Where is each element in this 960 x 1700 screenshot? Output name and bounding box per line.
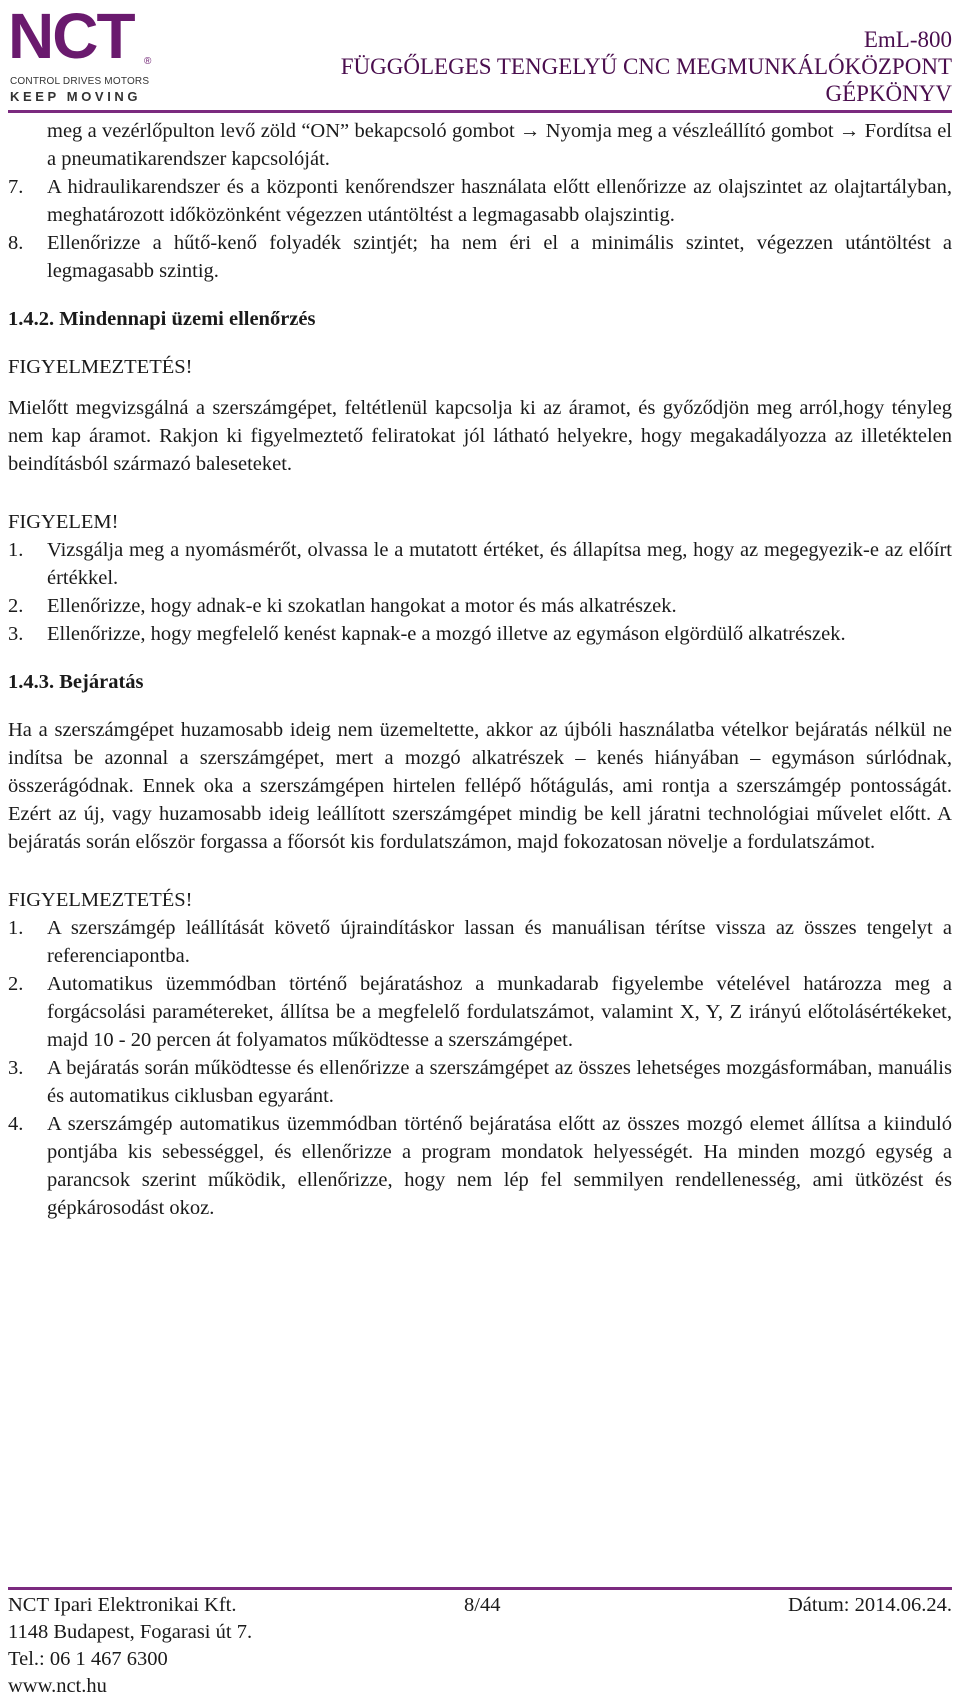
attention-label: FIGYELEM! — [8, 511, 119, 533]
list-number: 1. — [8, 917, 24, 939]
list-item — [8, 592, 952, 620]
warning-label: FIGYELMEZTETÉS! — [8, 356, 193, 378]
list-item — [8, 173, 952, 229]
list-text: Vizsgálja meg a nyomásmérőt, olvassa le a mutatott értéket, és állapítsa meg, hogy az megegyezik-e az előírt értékkel. — [47, 539, 952, 589]
list-item — [8, 229, 952, 285]
list-text: Automatikus üzemmódban történő bejáratáshoz a munkadarab figyelembe vételével határozza meg a forgácsolási paramétereket, állítsa be a megfelelő fordulatszámot, valamint X, Y, Z irányú előtolásértékeket, majd 10 - 20 percen át folyamatos működtesse a szerszámgépet. — [47, 973, 952, 1051]
header-title-block — [341, 26, 952, 107]
list-item — [8, 620, 952, 648]
list-number: 3. — [8, 623, 24, 645]
footer-address: 1148 Budapest, Fogarasi út 7. — [8, 1621, 253, 1643]
company-logo — [8, 0, 158, 104]
list-number: 2. — [8, 595, 24, 617]
section-paragraph: Ha a szerszámgépet huzamosabb ideig nem üzemeltette, akkor az újbóli használatba vételkor bejáratás nélkül ne indítsa be azonnal a szerszámgépet, mert a mozgó alkatrészek – kenés hiányában – egymáson súrlódnak, összerágódnak. Ennek oka a szerszámgépen hirtelen fellépő hőtágulás, ami rontja a szerszámgép pontosságát. Ezért az új, vagy huzamosabb ideig leállított szerszámgépet mindig be kell járatni technológiai művelet előtt. A bejáratás során először forgassa a főorsót kis fordulatszámon, majd fokozatosan növelje a fordulatszámot. — [8, 719, 952, 853]
page-footer — [8, 1592, 952, 1700]
footer-phone: Tel.: 06 1 467 6300 — [8, 1648, 168, 1670]
list-item — [8, 970, 952, 1054]
footer-divider — [8, 1587, 952, 1590]
footer-website: www.nct.hu — [8, 1675, 107, 1697]
logo-wordmark: NCT — [8, 0, 134, 72]
list-text: A szerszámgép leállítását követő újraindításkor lassan és manuálisan térítse vissza az összes tengelyt a referenciapontba. — [47, 917, 952, 967]
footer-company: NCT Ipari Elektronikai Kft. — [8, 1594, 237, 1616]
list-text: Ellenőrizze, hogy megfelelő kenést kapnak-e a mozgó illetve az egymáson elgördülő alkatrészek. — [47, 623, 846, 645]
logo-tagline: CONTROL DRIVES MOTORS — [10, 76, 150, 87]
list-number: 3. — [8, 1057, 24, 1079]
list-item — [8, 1054, 952, 1110]
list-text: A szerszámgép automatikus üzemmódban történő bejáratása előtt az összes mozgó elemet állítsa a kiinduló pontjába kis sebességgel, és ellenőrizze a program mondatok helyességét. Ha minden mozgó egység a parancsok szerint működik, ellenőrizze, hogy nem lép fel semmilyen rendellenesség, ami ütközést és gépkárosodást okoz. — [47, 1113, 952, 1219]
section-heading: 1.4.2. Mindennapi üzemi ellenőrzés — [8, 308, 316, 330]
section-heading: 1.4.3. Bejáratás — [8, 671, 144, 693]
continued-text: meg a vezérlőpulton levő zöld “ON” bekapcsoló gombot → Nyomja meg a vészleállító gombot → Fordítsa el a pneumatikarendszer kapcsolóját. — [47, 120, 952, 170]
list-text: A hidraulikarendszer és a központi kenőrendszer használata előtt ellenőrizze az olajszintet az olajtartályban, meghatározott időközönként végezzen utántöltést a legmagasabb olajszintig. — [47, 176, 952, 226]
header-divider — [8, 110, 952, 113]
list-number: 8. — [8, 232, 24, 254]
list-item — [8, 1110, 952, 1222]
list-number: 1. — [8, 539, 24, 561]
list-number: 7. — [8, 176, 24, 198]
warning-paragraph: Mielőtt megvizsgálná a szerszámgépet, feltétlenül kapcsolja ki az áramot, és győződjön meg arról,hogy tényleg nem kap áramot. Rakjon ki figyelmeztető feliratokat jól látható helyekre, hogy megakadályozza az illetéktelen beindításból származó baleseteket. — [8, 397, 952, 475]
header-title: FÜGGŐLEGES TENGELYŰ CNC MEGMUNKÁLÓKÖZPONT — [340, 54, 952, 79]
list-text: Ellenőrizze a hűtő-kenő folyadék szintjét; ha nem éri el a minimális szintet, végezzen utántöltést a legmagasabb szintig. — [47, 232, 952, 282]
registered-mark-icon: ® — [144, 56, 152, 67]
page-number: 8/44 — [464, 1594, 501, 1616]
list-text: A bejáratás során működtesse és ellenőrizze a szerszámgépet az összes lehetséges mozgásformában, manuális és automatikus ciklusban egyaránt. — [47, 1057, 952, 1107]
continued-item — [8, 117, 952, 173]
list-number: 2. — [8, 973, 24, 995]
list-item — [8, 536, 952, 592]
main-content — [8, 117, 952, 1222]
list-item — [8, 914, 952, 970]
list-number: 4. — [8, 1113, 24, 1135]
header-subtitle: GÉPKÖNYV — [825, 81, 952, 106]
doc-code: EmL-800 — [863, 27, 952, 52]
footer-date: Dátum: 2014.06.24. — [788, 1594, 952, 1616]
logo-motto: KEEP MOVING — [10, 89, 142, 104]
warning-label: FIGYELMEZTETÉS! — [8, 889, 193, 911]
list-text: Ellenőrizze, hogy adnak-e ki szokatlan hangokat a motor és más alkatrészek. — [47, 595, 677, 617]
